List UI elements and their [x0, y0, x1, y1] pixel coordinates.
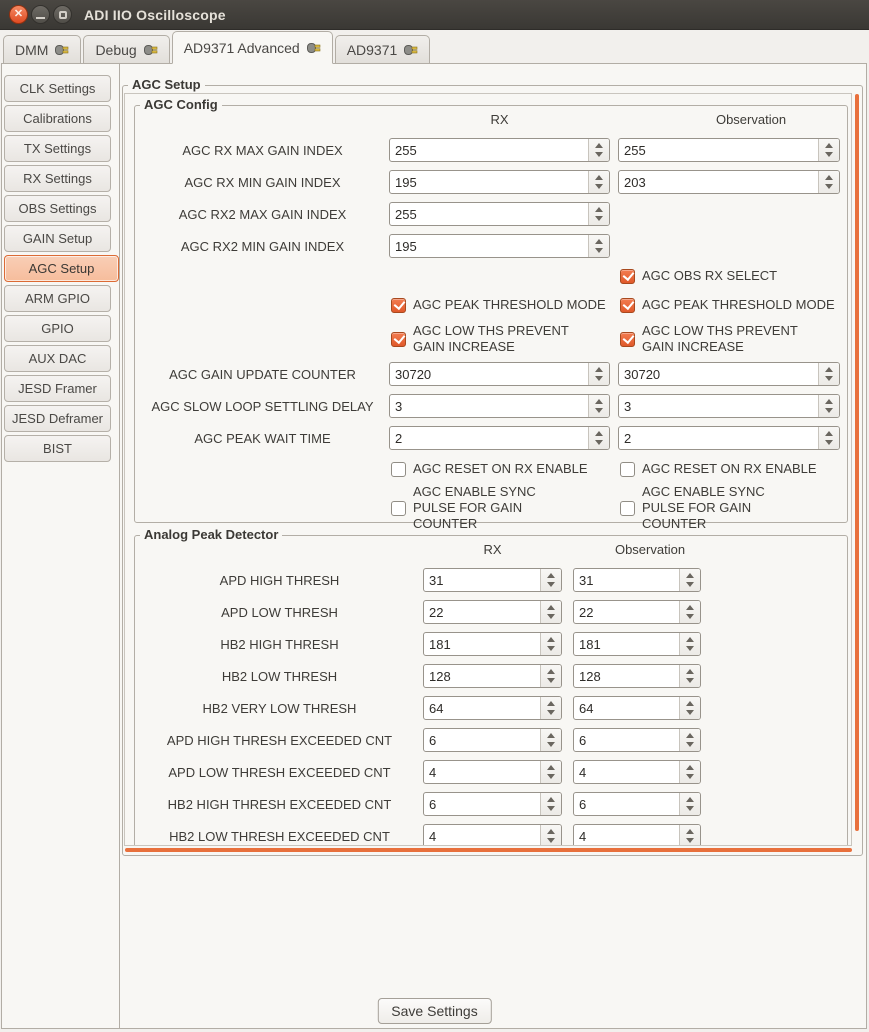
checkbox-obs[interactable] [618, 461, 840, 477]
form-row-agc-rx-max-gain-index [135, 134, 847, 166]
checkbox-label: AGC RESET ON RX ENABLE [642, 461, 817, 476]
spinbox-obs[interactable] [618, 426, 840, 450]
notebook-panel [1, 63, 867, 1029]
spin-up-icon[interactable] [686, 829, 694, 834]
spin-down-icon[interactable] [686, 742, 694, 747]
form-row-hb2-high-thresh-exceeded-cnt [135, 788, 847, 820]
row-label: APD LOW THRESH [221, 604, 338, 620]
checkbox-obs[interactable] [618, 323, 840, 355]
checkbox-rx[interactable] [389, 461, 610, 477]
spinbox-obs[interactable] [573, 792, 701, 816]
checkbox-checked-icon[interactable] [620, 298, 635, 313]
spinbox-rx[interactable] [423, 760, 562, 784]
spinbox-rx[interactable] [423, 792, 562, 816]
row-label: HB2 LOW THRESH [221, 668, 338, 684]
sidebar-item-arm-gpio[interactable]: ARM GPIO [4, 285, 111, 312]
spin-buttons[interactable] [540, 665, 561, 687]
tab-dmm[interactable] [3, 35, 81, 63]
spin-down-icon[interactable] [547, 582, 555, 587]
row-label: APD HIGH THRESH [219, 572, 340, 588]
spin-down-icon[interactable] [547, 710, 555, 715]
sidebar-item-agc-setup[interactable]: AGC Setup [4, 255, 119, 282]
spin-value[interactable]: 181 [429, 636, 451, 652]
checkbox-rx[interactable] [389, 323, 610, 355]
spin-buttons[interactable] [540, 793, 561, 815]
spin-value[interactable]: 64 [579, 700, 594, 716]
check-row-agc-obs-rx-select [135, 262, 847, 290]
spin-up-icon[interactable] [686, 669, 694, 674]
spinbox-obs[interactable] [573, 600, 701, 624]
form-row-hb2-low-thresh-exceeded-cnt [135, 820, 847, 846]
spin-buttons[interactable] [818, 363, 839, 385]
spin-buttons[interactable] [540, 761, 561, 783]
spinbox-rx[interactable] [389, 394, 610, 418]
column-header-row [135, 542, 847, 564]
spin-value[interactable]: 6 [579, 796, 587, 812]
spin-value[interactable]: 203 [624, 174, 646, 190]
spinbox-rx[interactable] [423, 632, 562, 656]
spinbox-rx[interactable] [423, 824, 562, 846]
analog-peak-detector-section [134, 527, 848, 846]
spin-value[interactable]: 22 [429, 604, 444, 620]
tab-label: AD9371 Advanced [183, 39, 300, 56]
spin-value[interactable]: 195 [395, 238, 417, 254]
spin-down-icon[interactable] [686, 806, 694, 811]
maximize-icon [59, 11, 67, 19]
form-row-agc-gain-update-counter [135, 358, 847, 390]
row-label: AGC RX2 MAX GAIN INDEX [178, 206, 347, 222]
row-label: AGC RX2 MIN GAIN INDEX [180, 238, 345, 254]
horizontal-scrollbar[interactable] [125, 848, 852, 852]
spin-up-icon[interactable] [595, 367, 603, 372]
checkbox-obs[interactable] [618, 268, 840, 284]
check-row-agc-low-ths-prevent [135, 320, 847, 358]
spin-up-icon[interactable] [686, 733, 694, 738]
sidebar-item-jesd-framer[interactable]: JESD Framer [4, 375, 111, 402]
spin-buttons[interactable] [588, 171, 609, 193]
agc-config-section [134, 97, 848, 531]
checkbox-obs[interactable] [618, 297, 840, 313]
spin-value[interactable]: 6 [429, 732, 437, 748]
spin-down-icon[interactable] [595, 376, 603, 381]
spin-up-icon[interactable] [595, 399, 603, 404]
spin-up-icon[interactable] [547, 637, 555, 642]
spin-buttons[interactable] [588, 203, 609, 225]
spin-up-icon[interactable] [595, 239, 603, 244]
spinbox-rx[interactable] [389, 362, 610, 386]
spin-down-icon[interactable] [547, 742, 555, 747]
spin-buttons[interactable] [679, 665, 700, 687]
plug-icon [55, 44, 69, 56]
spin-value[interactable]: 195 [395, 174, 417, 190]
spin-down-icon[interactable] [686, 646, 694, 651]
sidebar-item-rx-settings[interactable]: RX Settings [4, 165, 111, 192]
column-header-row [135, 112, 847, 134]
checkbox-label: AGC LOW THS PREVENT GAIN INCREASE [642, 323, 798, 354]
observation-column-header: Observation [715, 112, 787, 127]
spin-buttons[interactable] [588, 139, 609, 161]
spin-buttons[interactable] [540, 729, 561, 751]
spin-up-icon[interactable] [686, 701, 694, 706]
spinbox-rx[interactable] [389, 170, 610, 194]
form-row-hb2-low-thresh [135, 660, 847, 692]
spin-buttons[interactable] [540, 633, 561, 655]
spin-up-icon[interactable] [825, 367, 833, 372]
spinbox-rx[interactable] [389, 426, 610, 450]
checkbox-checked-icon[interactable] [620, 332, 635, 347]
spin-value[interactable]: 6 [429, 796, 437, 812]
row-label: AGC SLOW LOOP SETTLING DELAY [151, 398, 374, 414]
window-title: ADI IIO Oscilloscope [84, 6, 226, 23]
spin-value[interactable]: 4 [579, 764, 587, 780]
row-label: AGC PEAK WAIT TIME [194, 430, 331, 446]
spinbox-rx[interactable] [389, 234, 610, 258]
spin-value[interactable]: 2 [395, 430, 403, 446]
form-row-apd-high-thresh-exceeded-cnt [135, 724, 847, 756]
spin-buttons[interactable] [588, 235, 609, 257]
spin-value[interactable]: 181 [579, 636, 601, 652]
spin-value[interactable]: 3 [395, 398, 403, 414]
row-label: APD LOW THRESH EXCEEDED CNT [168, 764, 391, 780]
form-row-apd-high-thresh [135, 564, 847, 596]
spin-buttons[interactable] [818, 395, 839, 417]
tab-bar [0, 30, 869, 63]
spinbox-rx[interactable] [423, 696, 562, 720]
spin-buttons[interactable] [588, 395, 609, 417]
spin-up-icon[interactable] [547, 733, 555, 738]
spinbox-obs[interactable] [573, 760, 701, 784]
spin-value[interactable]: 30720 [395, 366, 432, 382]
spin-buttons[interactable] [679, 793, 700, 815]
spin-value[interactable]: 255 [624, 142, 646, 158]
checkbox-unchecked-icon[interactable] [620, 501, 635, 516]
agc-setup-frame-title: AGC Setup [128, 77, 205, 92]
spin-down-icon[interactable] [686, 614, 694, 619]
spin-up-icon[interactable] [686, 573, 694, 578]
spinbox-rx[interactable] [423, 728, 562, 752]
spin-value[interactable]: 31 [429, 572, 444, 588]
spinbox-obs[interactable] [573, 568, 701, 592]
spin-buttons[interactable] [679, 601, 700, 623]
spin-value[interactable]: 255 [395, 142, 417, 158]
spin-down-icon[interactable] [686, 678, 694, 683]
check-row-agc-reset-on-rx-enable [135, 454, 847, 484]
spin-down-icon[interactable] [547, 838, 555, 843]
spin-down-icon[interactable] [825, 408, 833, 413]
spin-down-icon[interactable] [547, 678, 555, 683]
spin-up-icon[interactable] [547, 573, 555, 578]
spinbox-obs[interactable] [573, 824, 701, 846]
spin-up-icon[interactable] [547, 765, 555, 770]
window-minimize-button[interactable] [31, 5, 50, 24]
spin-down-icon[interactable] [595, 440, 603, 445]
spin-value[interactable]: 31 [579, 572, 594, 588]
spin-down-icon[interactable] [547, 614, 555, 619]
spin-down-icon[interactable] [686, 582, 694, 587]
checkbox-label: AGC LOW THS PREVENT GAIN INCREASE [413, 323, 569, 354]
checkbox-label: AGC RESET ON RX ENABLE [413, 461, 588, 476]
sidebar-item-gpio[interactable]: GPIO [4, 315, 111, 342]
row-label: APD HIGH THRESH EXCEEDED CNT [166, 732, 393, 748]
checkbox-label: AGC PEAK THRESHOLD MODE [642, 297, 835, 312]
agc-setup-frame [122, 77, 863, 856]
spinbox-rx[interactable] [423, 600, 562, 624]
tab-ad9371-advanced[interactable] [172, 31, 333, 64]
form-row-agc-slow-loop-settling-delay [135, 390, 847, 422]
sidebar-item-aux-dac[interactable]: AUX DAC [4, 345, 111, 372]
spin-up-icon[interactable] [825, 143, 833, 148]
checkbox-checked-icon[interactable] [391, 332, 406, 347]
rx-column-header: RX [483, 542, 502, 557]
sidebar-item-gain-setup[interactable]: GAIN Setup [4, 225, 111, 252]
title-bar [0, 0, 869, 30]
spinbox-obs[interactable] [618, 138, 840, 162]
spinbox-obs[interactable] [618, 394, 840, 418]
row-label: HB2 LOW THRESH EXCEEDED CNT [169, 828, 390, 844]
spin-up-icon[interactable] [547, 797, 555, 802]
save-settings-button[interactable]: Save Settings [377, 998, 491, 1024]
spin-buttons[interactable] [818, 139, 839, 161]
spin-up-icon[interactable] [595, 431, 603, 436]
checkbox-unchecked-icon[interactable] [391, 462, 406, 477]
spin-down-icon[interactable] [595, 248, 603, 253]
spin-value[interactable]: 128 [429, 668, 451, 684]
spin-buttons[interactable] [540, 569, 561, 591]
analog-peak-detector-title: Analog Peak Detector [140, 527, 282, 542]
spinbox-obs[interactable] [618, 170, 840, 194]
observation-column-header: Observation [614, 542, 686, 557]
spin-buttons[interactable] [540, 697, 561, 719]
tab-label: Debug [95, 41, 137, 58]
spin-down-icon[interactable] [547, 646, 555, 651]
spin-up-icon[interactable] [547, 605, 555, 610]
spin-down-icon[interactable] [595, 408, 603, 413]
row-label: AGC GAIN UPDATE COUNTER [169, 366, 356, 382]
agc-config-title: AGC Config [140, 97, 222, 112]
spin-down-icon[interactable] [825, 152, 833, 157]
spin-buttons[interactable] [588, 363, 609, 385]
spin-down-icon[interactable] [825, 184, 833, 189]
checkbox-unchecked-icon[interactable] [391, 501, 406, 516]
spin-down-icon[interactable] [595, 152, 603, 157]
spin-down-icon[interactable] [825, 376, 833, 381]
checkbox-obs[interactable] [618, 484, 840, 532]
form-row-agc-rx-min-gain-index [135, 166, 847, 198]
page-area [119, 64, 866, 1028]
spin-up-icon[interactable] [686, 637, 694, 642]
spinbox-obs[interactable] [573, 632, 701, 656]
form-row-apd-low-thresh-exceeded-cnt [135, 756, 847, 788]
spin-down-icon[interactable] [686, 838, 694, 843]
checkbox-rx[interactable] [389, 484, 610, 532]
spin-value[interactable]: 3 [624, 398, 632, 414]
spin-buttons[interactable] [540, 825, 561, 846]
spin-buttons[interactable] [679, 729, 700, 751]
spin-up-icon[interactable] [547, 669, 555, 674]
spinbox-rx[interactable] [423, 568, 562, 592]
spin-down-icon[interactable] [686, 710, 694, 715]
spin-up-icon[interactable] [686, 797, 694, 802]
spin-up-icon[interactable] [595, 175, 603, 180]
spin-buttons[interactable] [679, 761, 700, 783]
spin-down-icon[interactable] [686, 774, 694, 779]
spinbox-rx[interactable] [389, 202, 610, 226]
minimize-icon [36, 17, 45, 19]
sidebar-item-clk-settings[interactable]: CLK Settings [4, 75, 111, 102]
form-row-apd-low-thresh [135, 596, 847, 628]
spin-up-icon[interactable] [825, 399, 833, 404]
row-label: AGC RX MAX GAIN INDEX [182, 142, 343, 158]
spin-value[interactable]: 128 [579, 668, 601, 684]
checkbox-label: AGC ENABLE SYNC PULSE FOR GAIN COUNTER [413, 484, 536, 531]
form-row-agc-rx2-max-gain-index [135, 198, 847, 230]
sidebar-item-bist[interactable]: BIST [4, 435, 111, 462]
form-row-agc-peak-wait-time [135, 422, 847, 454]
spin-value[interactable]: 64 [429, 700, 444, 716]
spin-up-icon[interactable] [547, 701, 555, 706]
spinbox-obs[interactable] [573, 728, 701, 752]
spin-up-icon[interactable] [595, 207, 603, 212]
spin-down-icon[interactable] [547, 774, 555, 779]
spin-value[interactable]: 4 [429, 828, 437, 844]
spin-buttons[interactable] [818, 171, 839, 193]
spin-buttons[interactable] [818, 427, 839, 449]
spin-down-icon[interactable] [595, 216, 603, 221]
spin-down-icon[interactable] [825, 440, 833, 445]
spinbox-obs[interactable] [618, 362, 840, 386]
sidebar-item-obs-settings[interactable]: OBS Settings [4, 195, 111, 222]
rx-column-header: RX [490, 112, 509, 127]
tab-debug[interactable] [83, 35, 169, 63]
scroll-viewport [124, 93, 852, 846]
spin-value[interactable]: 30720 [624, 366, 661, 382]
spin-buttons[interactable] [540, 601, 561, 623]
spin-buttons[interactable] [679, 569, 700, 591]
check-row-agc-enable-sync-pulse [135, 484, 847, 531]
window-maximize-button[interactable] [53, 5, 72, 24]
window-close-button[interactable]: ✕ [9, 5, 28, 24]
plug-icon [144, 44, 158, 56]
tab-ad9371[interactable] [335, 35, 431, 63]
row-label: AGC RX MIN GAIN INDEX [184, 174, 341, 190]
sidebar-item-tx-settings[interactable]: TX Settings [4, 135, 111, 162]
spin-buttons[interactable] [588, 427, 609, 449]
spin-up-icon[interactable] [686, 605, 694, 610]
tab-label: DMM [15, 41, 49, 58]
spin-up-icon[interactable] [825, 431, 833, 436]
spinbox-rx[interactable] [423, 664, 562, 688]
form-row-hb2-very-low-thresh [135, 692, 847, 724]
row-label: HB2 HIGH THRESH EXCEEDED CNT [167, 796, 392, 812]
spin-buttons[interactable] [679, 697, 700, 719]
checkbox-checked-icon[interactable] [391, 298, 406, 313]
sidebar-item-jesd-deframer[interactable]: JESD Deframer [4, 405, 111, 432]
spinbox-obs[interactable] [573, 696, 701, 720]
check-row-agc-peak-threshold-mode [135, 290, 847, 320]
checkbox-unchecked-icon[interactable] [620, 462, 635, 477]
spin-value[interactable]: 2 [624, 430, 632, 446]
spin-down-icon[interactable] [547, 806, 555, 811]
spin-value[interactable]: 4 [579, 828, 587, 844]
checkbox-rx[interactable] [389, 297, 610, 313]
form-row-agc-rx2-min-gain-index [135, 230, 847, 262]
spin-down-icon[interactable] [595, 184, 603, 189]
row-label: HB2 HIGH THRESH [220, 636, 339, 652]
row-label: HB2 VERY LOW THRESH [202, 700, 357, 716]
checkbox-label: AGC PEAK THRESHOLD MODE [413, 297, 606, 312]
plug-icon [404, 44, 418, 56]
spin-value[interactable]: 255 [395, 206, 417, 222]
spin-up-icon[interactable] [686, 765, 694, 770]
form-row-hb2-high-thresh [135, 628, 847, 660]
plug-icon [307, 42, 321, 54]
tab-label: AD9371 [346, 41, 398, 58]
spinbox-rx[interactable] [389, 138, 610, 162]
vertical-scrollbar[interactable] [855, 94, 859, 831]
spin-value[interactable]: 22 [579, 604, 594, 620]
spin-up-icon[interactable] [595, 143, 603, 148]
spin-value[interactable]: 6 [579, 732, 587, 748]
spinbox-obs[interactable] [573, 664, 701, 688]
sidebar-item-calibrations[interactable]: Calibrations [4, 105, 111, 132]
checkbox-label: AGC ENABLE SYNC PULSE FOR GAIN COUNTER [642, 484, 765, 531]
spin-value[interactable]: 4 [429, 764, 437, 780]
spin-up-icon[interactable] [547, 829, 555, 834]
checkbox-label: AGC OBS RX SELECT [642, 268, 778, 283]
spin-up-icon[interactable] [825, 175, 833, 180]
checkbox-checked-icon[interactable] [620, 269, 635, 284]
spin-buttons[interactable] [679, 633, 700, 655]
spin-buttons[interactable] [679, 825, 700, 846]
